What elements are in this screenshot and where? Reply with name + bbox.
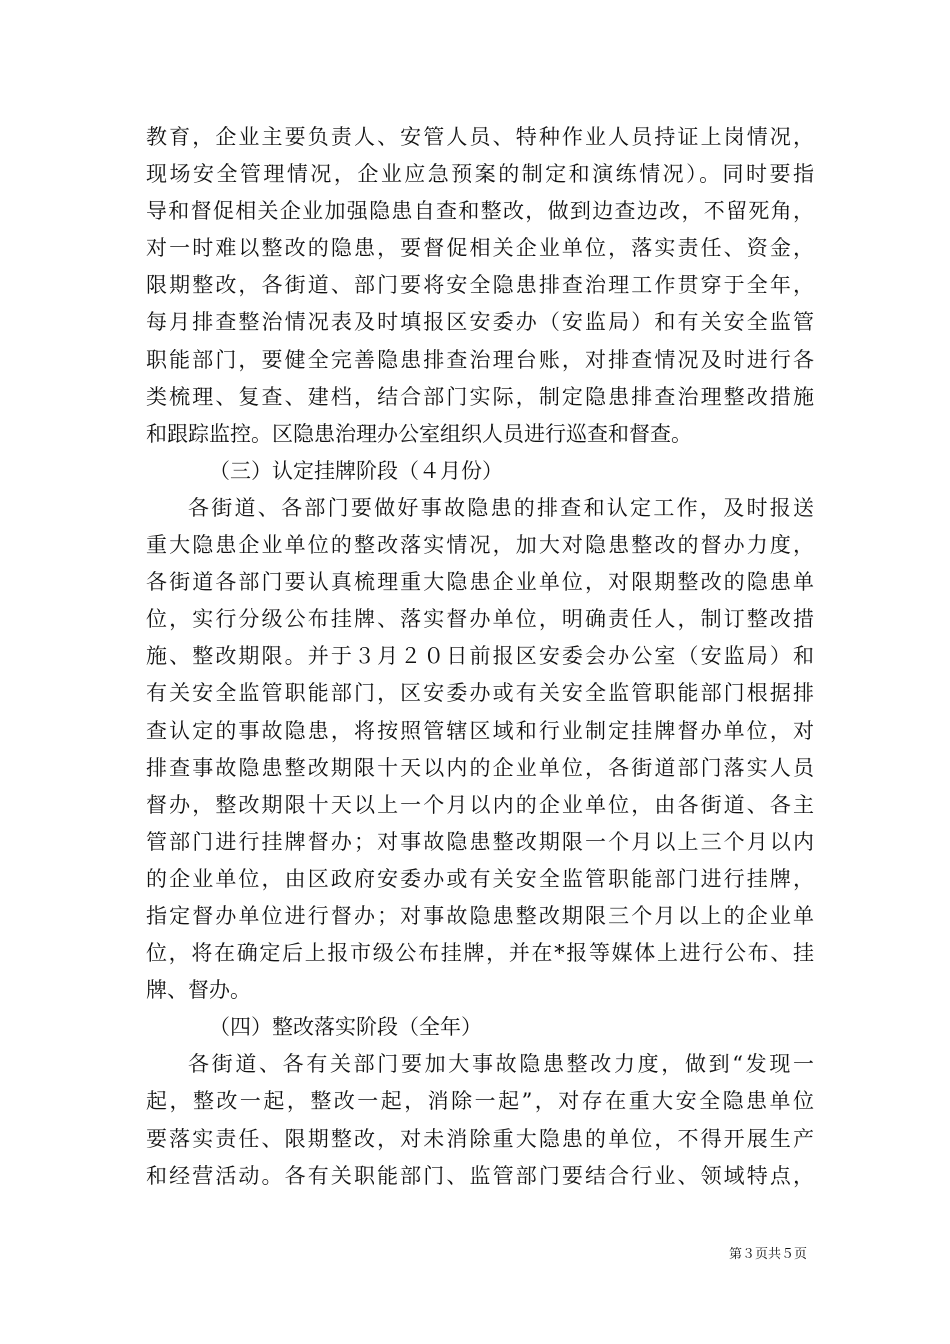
paragraph-line: 对一时难以整改的隐患，要督促相关企业单位，落实责任、资金， (146, 236, 814, 261)
paragraph-line: 要落实责任、限期整改，对未消除重大隐患的单位，不得开展生产 (146, 1126, 814, 1151)
paragraph-line: 限期整改，各街道、部门要将安全隐患排查治理工作贯穿于全年， (146, 273, 814, 298)
paragraph-line: 查认定的事故隐患，将按照管辖区域和行业制定挂牌督办单位，对 (146, 718, 814, 743)
paragraph-line: 现场安全管理情况，企业应急预案的制定和演练情况）。同时要指 (146, 162, 814, 187)
paragraph-line: 和跟踪监控。区隐患治理办公室组织人员进行巡查和督查。 (146, 421, 692, 446)
paragraph-line: 导和督促相关企业加强隐患自查和整改，做到边查边改，不留死角， (146, 199, 814, 224)
paragraph-line: 和经营活动。各有关职能部门、监管部门要结合行业、领域特点， (146, 1163, 814, 1188)
paragraph-line: 位，将在确定后上报市级公布挂牌，并在*报等媒体上进行公布、挂 (146, 941, 814, 966)
paragraph-line: 类梳理、复查、建档，结合部门实际，制定隐患排查治理整改措施 (146, 384, 814, 409)
paragraph-line: 教育，企业主要负责人、安管人员、特种作业人员持证上岗情况， (146, 125, 814, 149)
paragraph-line: 有关安全监管职能部门，区安委办或有关安全监管职能部门根据排 (146, 681, 814, 706)
page-number: 第３页共５页 (728, 1247, 807, 1262)
paragraph-line: 牌、督办。 (146, 978, 251, 1003)
paragraph-line: 督办，整改期限十天以上一个月以内的企业单位，由各街道、各主 (146, 792, 814, 817)
paragraph-line: 位，实行分级公布挂牌、落实督办单位，明确责任人，制订整改措 (146, 607, 814, 632)
paragraph-line: 排查事故隐患整改期限十天以内的企业单位，各街道部门落实人员 (146, 755, 814, 780)
paragraph-line: 管部门进行挂牌督办；对事故隐患整改期限一个月以上三个月以内 (146, 829, 814, 854)
paragraph-line: 各街道、各有关部门要加大事故隐患整改力度，做到“发现一 (188, 1052, 814, 1077)
paragraph-line: 重大隐患企业单位的整改落实情况，加大对隐患整改的督办力度， (146, 533, 814, 558)
section-heading: （四）整改落实阶段（全年） (209, 1015, 482, 1040)
paragraph-line: 各街道、各部门要做好事故隐患的排查和认定工作，及时报送 (188, 495, 814, 520)
paragraph-line: 施、整改期限。并于３月２０日前报区安委会办公室（安监局）和 (146, 644, 814, 669)
paragraph-line: 的企业单位，由区政府安委办或有关安全监管职能部门进行挂牌， (146, 866, 814, 891)
paragraph-line: 各街道各部门要认真梳理重大隐患企业单位，对限期整改的隐患单 (146, 570, 814, 595)
paragraph-line: 职能部门，要健全完善隐患排查治理台账，对排查情况及时进行各 (146, 347, 814, 372)
paragraph-line: 指定督办单位进行督办；对事故隐患整改期限三个月以上的企业单 (146, 903, 814, 928)
paragraph-line: 每月排查整治情况表及时填报区安委办（安监局）和有关安全监管 (146, 310, 814, 335)
document-body (146, 119, 814, 1195)
paragraph-line: 起，整改一起，整改一起，消除一起”，对存在重大安全隐患单位 (146, 1089, 814, 1114)
section-heading: （三）认定挂牌阶段（４月份） (209, 458, 503, 483)
